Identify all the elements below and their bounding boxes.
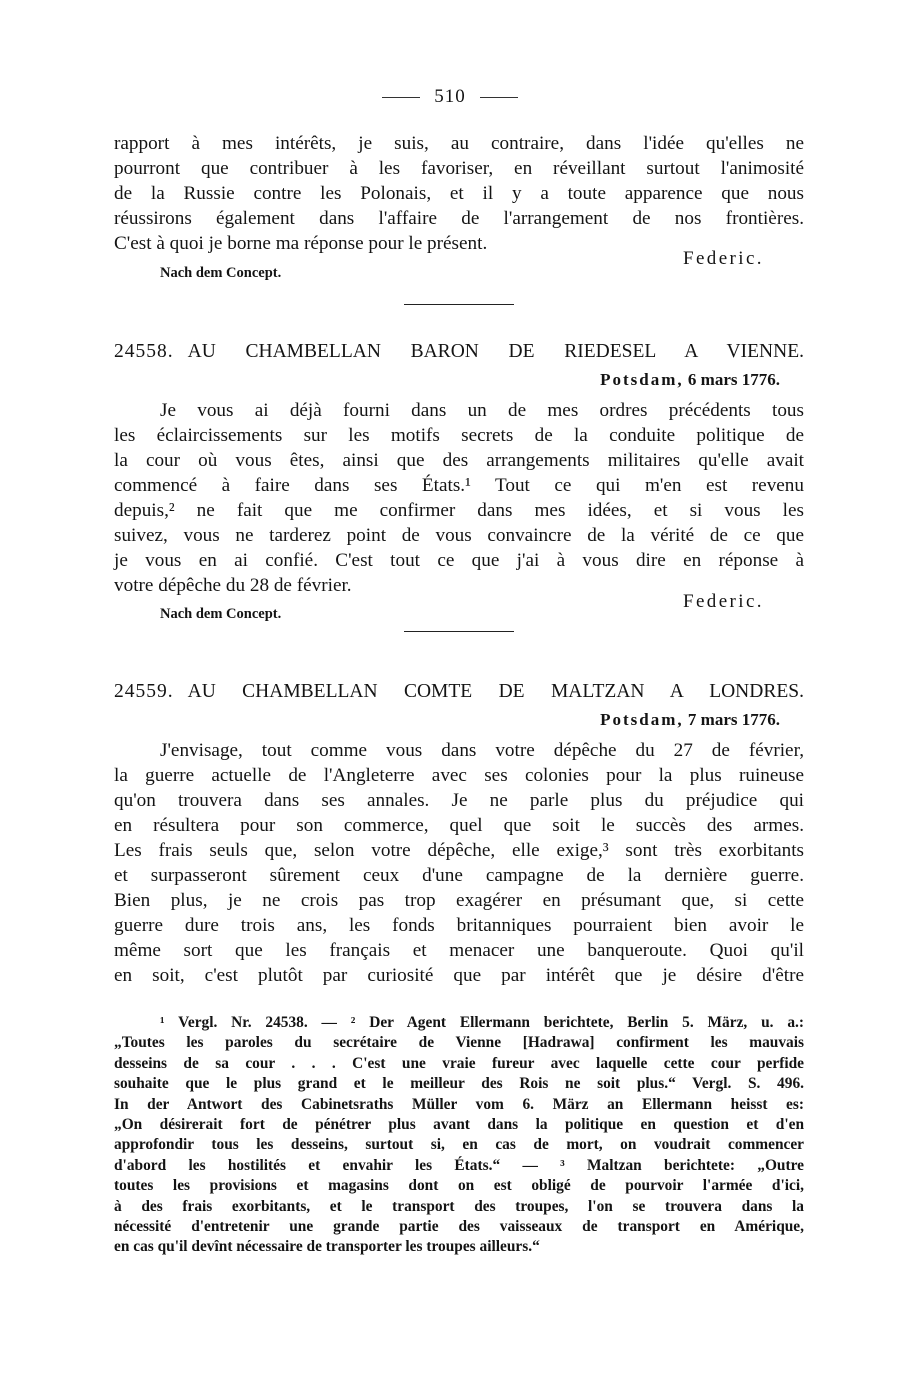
letter-title: AU CHAMBELLAN COMTE DE MALTZAN A LONDRES. <box>187 681 804 702</box>
dateline-date: 7 mars 1776. <box>687 710 780 729</box>
section-divider <box>404 304 514 305</box>
page-number <box>0 86 900 108</box>
footnote-line: „Toutes les paroles du secrétaire de Vienne [Hadrawa] confirment les mauvais <box>114 1034 804 1052</box>
footnote-line: „On désirerait fort de pénétrer plus avant dans la politique en question et d'en <box>114 1115 804 1133</box>
text-line: la guerre actuelle de l'Angleterre avec ses colonies pour la plus ruineuse <box>114 765 804 786</box>
page-number-dash-right <box>480 97 518 98</box>
letter-24558-body <box>114 398 804 598</box>
footnote-line: nécessité d'entretenir une grande partie des vaisseaux de transport en Amérique, <box>114 1217 804 1235</box>
letter-number: 24559. <box>114 681 174 702</box>
text-line: depuis,² ne fait que me confirmer dans mes idées, et si vous les <box>114 500 804 521</box>
prev-letter-source: Nach dem Concept. <box>160 265 282 281</box>
text-line: C'est à quoi je borne ma réponse pour le présent. <box>114 233 488 254</box>
text-line: en résultera pour son commerce, quel que soit le succès des armes. <box>114 815 804 836</box>
letter-title: AU CHAMBELLAN BARON DE RIEDESEL A VIENNE. <box>187 341 804 362</box>
prev-letter-signature: Federic. <box>683 248 764 269</box>
footnote-line: In der Antwort des Cabinetsraths Müller vom 6. März an Ellermann heisst es: <box>114 1095 804 1113</box>
letter-24558-heading <box>114 339 804 365</box>
text-line: J'envisage, tout comme vous dans votre dépêche du 27 de février, <box>160 740 804 761</box>
footnote-line: toutes les provisions et magasins dont on est obligé de pourvoir l'armée d'ici, <box>114 1177 804 1195</box>
prev-letter-body <box>114 131 804 256</box>
dateline-date: 6 mars 1776. <box>687 370 780 389</box>
text-line: Je vous ai déjà fourni dans un de mes ordres précédents tous <box>160 400 804 421</box>
text-line: en soit, c'est plutôt par curiosité que par intérêt que je désire d'être <box>114 965 804 986</box>
section-divider <box>404 631 514 632</box>
text-line: Les frais seuls que, selon votre dépêche, elle exige,³ sont très exorbitants <box>114 840 804 861</box>
letter-24558-dateline <box>600 369 780 391</box>
page-number-text: 510 <box>434 86 466 107</box>
text-line: votre dépêche du 28 de février. <box>114 575 352 596</box>
text-line: rapport à mes intérêts, je suis, au contraire, dans l'idée qu'elles ne <box>114 133 804 154</box>
letter-24558-signature: Federic. <box>683 591 764 612</box>
text-line: suivez, vous ne tarderez point de vous convaincre de la vérité de ce que <box>114 525 804 546</box>
text-line: Bien plus, je ne crois pas trop exagérer en présumant que, si cette <box>114 890 804 911</box>
page-number-dash-left <box>382 97 420 98</box>
text-line: les éclaircissements sur les motifs secrets de la conduite politique de <box>114 425 804 446</box>
footnotes <box>114 1013 804 1258</box>
dateline-place: Potsdam, <box>600 370 684 389</box>
text-line: même sort que les français et menacer une banqueroute. Quoi qu'il <box>114 940 804 961</box>
text-line: qu'on trouvera dans ses annales. Je ne parle plus du préjudice qui <box>114 790 804 811</box>
text-line: je vous en ai confié. C'est tout ce que j'ai à vous dire en réponse à <box>114 550 804 571</box>
text-line: réussirons également dans l'affaire de l'arrangement de nos frontières. <box>114 208 804 229</box>
text-line: pourront que contribuer à les favoriser, en réveillant surtout l'animosité <box>114 158 804 179</box>
letter-24559-dateline <box>600 709 780 731</box>
text-line: la cour où vous êtes, ainsi que des arrangements militaires qu'elle avait <box>114 450 804 471</box>
letter-24559-body <box>114 738 804 988</box>
footnote-line: souhaite que le plus grand et le meilleur des Rois ne soit plus.“ Vergl. S. 496. <box>114 1075 804 1093</box>
footnote-line: en cas qu'il devînt nécessaire de transporter les troupes ailleurs.“ <box>114 1238 540 1256</box>
footnote-line: desseins de sa cour . . . C'est une vraie fureur avec laquelle cette cour perfide <box>114 1054 804 1072</box>
dateline-place: Potsdam, <box>600 710 684 729</box>
letter-24559-heading <box>114 679 804 705</box>
footnote-line: ¹ Vergl. Nr. 24538. — ² Der Agent Ellermann berichtete, Berlin 5. März, u. a.: <box>160 1014 804 1031</box>
text-line: et surpasseront sûrement ceux d'une campagne de la dernière guerre. <box>114 865 804 886</box>
text-line: commencé à faire dans ses États.¹ Tout ce qui m'en est revenu <box>114 475 804 496</box>
footnote-line: d'abord les hostilités et envahir les États.“ — ³ Maltzan berichtete: „Outre <box>114 1156 804 1174</box>
footnote-line: approfondir tous les desseins, surtout si, en cas de mort, on voudrait commencer <box>114 1136 804 1154</box>
text-line: guerre dure trois ans, les fonds britanniques pourraient bien avoir le <box>114 915 804 936</box>
letter-number: 24558. <box>114 341 174 362</box>
text-line: de la Russie contre les Polonais, et il y a toute apparence que nous <box>114 183 804 204</box>
letter-24558-source: Nach dem Concept. <box>160 606 282 622</box>
footnote-line: à des frais exorbitants, et le transport des troupes, l'on se trouvera dans la <box>114 1197 804 1215</box>
